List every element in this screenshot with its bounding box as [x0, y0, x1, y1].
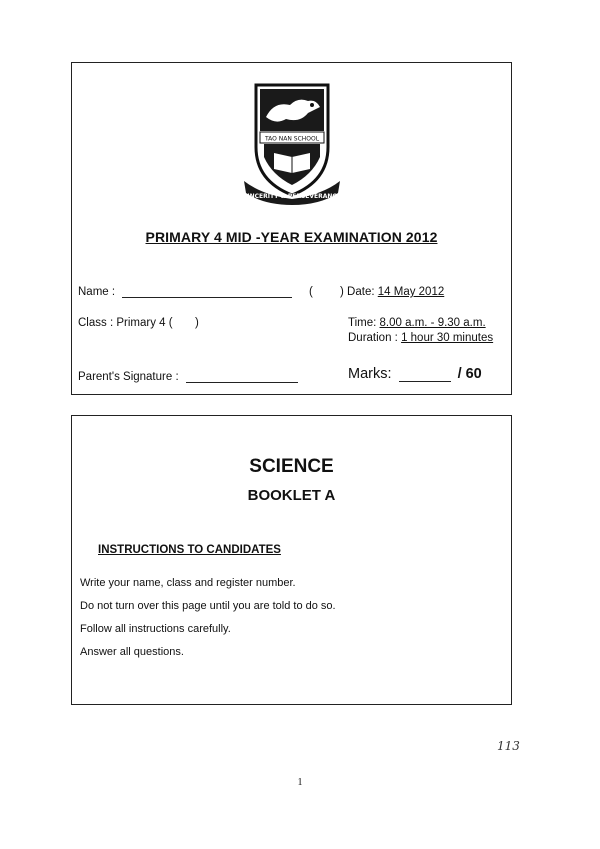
booklet-name: BOOKLET A [247, 487, 336, 504]
time-value: 8.00 a.m. - 9.30 a.m. [379, 317, 486, 329]
duration-label: Duration : [348, 332, 398, 344]
instruction-item: Follow all instructions carefully. [80, 623, 231, 635]
time-field [348, 317, 486, 329]
instruction-item: Write your name, class and register number. [80, 577, 296, 589]
instructions-heading: INSTRUCTIONS TO CANDIDATES [98, 544, 281, 556]
date-label: Date: [347, 286, 375, 298]
class-close: ) [194, 317, 199, 329]
exam-title: PRIMARY 4 MID -YEAR EXAMINATION 2012 [145, 229, 438, 245]
handwritten-note: 113 [497, 739, 520, 753]
marks-total: / 60 [457, 366, 482, 382]
register-close: ) [340, 286, 344, 298]
parent-signature-label: Parent's Signature : [78, 371, 179, 383]
marks-blank [399, 381, 451, 382]
instruction-item: Answer all questions. [80, 646, 184, 658]
school-crest-logo [242, 77, 342, 205]
date-field [340, 286, 444, 298]
svg-text:TAO NAN SCHOOL: TAO NAN SCHOOL [264, 135, 320, 143]
date-value: 14 May 2012 [377, 286, 445, 298]
class-field [78, 317, 199, 329]
register-number-field [309, 286, 313, 298]
cover-header-box [71, 62, 512, 395]
svg-text:SINCERITY & PERSEVERANCE: SINCERITY & PERSEVERANCE [243, 193, 341, 200]
time-label: Time: [348, 317, 377, 329]
duration-field [348, 332, 493, 344]
parent-signature-field [78, 371, 298, 383]
name-field [78, 286, 292, 298]
instruction-item: Do not turn over this page until you are told to do so. [80, 600, 336, 612]
name-label: Name : [78, 286, 116, 298]
register-open: ( [309, 286, 313, 298]
duration-value: 1 hour 30 minutes [401, 332, 494, 344]
signature-blank [186, 382, 298, 383]
page-number: 1 [297, 777, 303, 788]
name-blank [122, 297, 292, 298]
booklet-info-box [71, 415, 512, 705]
marks-field [348, 366, 482, 382]
marks-label: Marks: [348, 366, 392, 382]
subject-title: SCIENCE [249, 456, 334, 477]
class-label: Class : Primary 4 ( [78, 317, 173, 329]
